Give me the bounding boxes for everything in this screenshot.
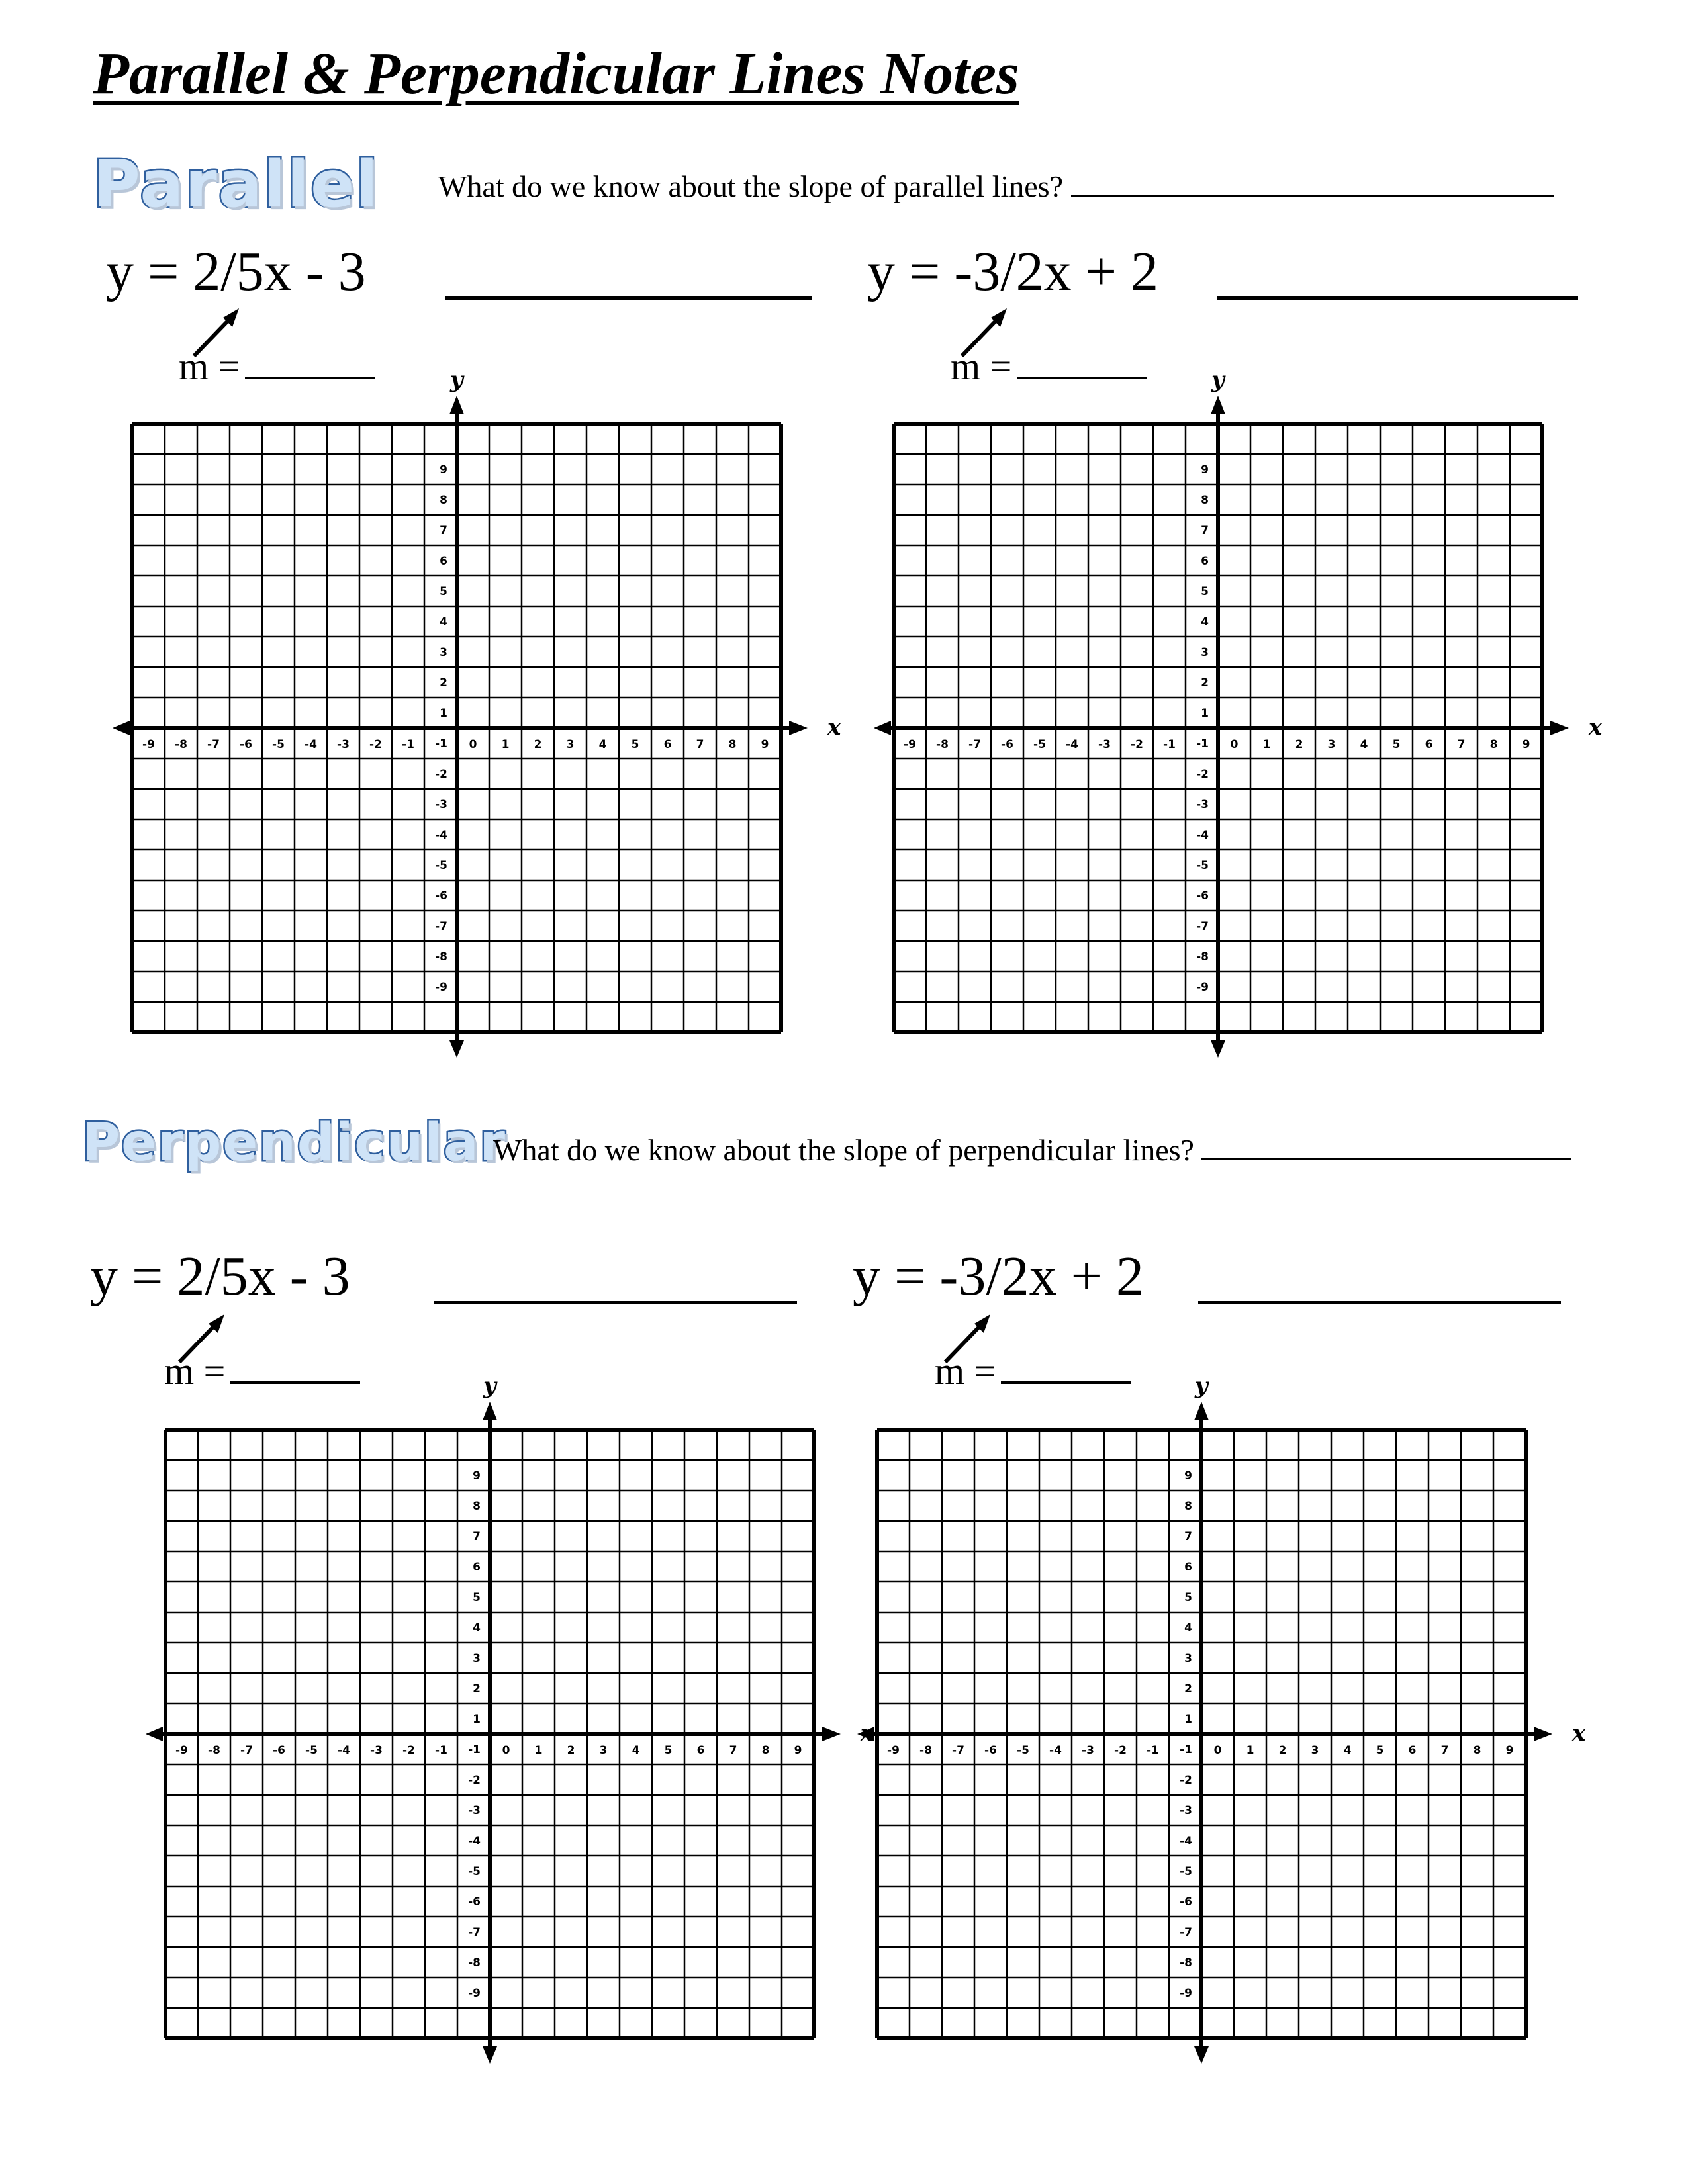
y-tick-label: -4 (468, 1835, 481, 1848)
x-tick-label: 2 (534, 738, 542, 751)
slope-blank[interactable] (1001, 1352, 1131, 1384)
x-tick-label: -9 (175, 1744, 188, 1757)
x-tick-label: -5 (1033, 738, 1046, 751)
y-tick-label: 3 (1201, 646, 1209, 659)
y-tick-label: 7 (1184, 1530, 1192, 1543)
x-axis-arrow-icon (1550, 721, 1569, 735)
y-tick-label: -2 (1180, 1774, 1192, 1787)
x-axis-label: x (1589, 714, 1603, 741)
x-axis-arrow-icon (113, 721, 130, 735)
y-tick-label: 5 (440, 585, 447, 598)
perpendicular-question-text: What do we know about the slope of perpendicular lines? (493, 1133, 1194, 1167)
y-tick-label: 6 (473, 1561, 481, 1574)
x-tick-label: -1 (1147, 1744, 1159, 1757)
y-tick-label: 6 (1201, 555, 1209, 568)
y-tick-label: -9 (1196, 981, 1209, 994)
y-tick-label: -1 (1196, 737, 1209, 751)
y-tick-label: -6 (1196, 889, 1209, 903)
y-tick-label: -1 (468, 1743, 481, 1756)
y-tick-label: 8 (1201, 494, 1209, 507)
x-tick-label: 5 (664, 1744, 673, 1757)
x-tick-label: 1 (534, 1744, 543, 1757)
x-tick-label: -5 (1017, 1744, 1029, 1757)
x-tick-label: 7 (1457, 738, 1466, 751)
x-tick-label: -7 (952, 1744, 964, 1757)
perpendicular-banner: Perpendicular (82, 1113, 506, 1173)
x-tick-label: -3 (1098, 738, 1111, 751)
perpendicular-answer-blank[interactable] (1201, 1132, 1571, 1160)
y-tick-label: -3 (1180, 1804, 1192, 1817)
slope-label: m = (935, 1349, 996, 1392)
y-tick-label: -2 (1196, 768, 1209, 781)
page-title: Parallel & Perpendicular Lines Notes (93, 41, 1019, 107)
x-tick-label: 4 (632, 1744, 640, 1757)
x-tick-label: 4 (1343, 1744, 1352, 1757)
x-tick-label: -2 (402, 1744, 415, 1757)
x-tick-label: 8 (1473, 1744, 1481, 1757)
x-tick-label: 4 (598, 738, 607, 751)
x-tick-label: 5 (631, 738, 639, 751)
y-axis-arrow-icon (1194, 2046, 1209, 2064)
x-tick-label: 5 (1376, 1744, 1384, 1757)
x-tick-label: 9 (1522, 738, 1530, 751)
y-tick-label: 4 (440, 615, 447, 629)
x-tick-label: -8 (919, 1744, 932, 1757)
y-tick-label: -2 (435, 768, 447, 781)
y-tick-label: -3 (1196, 798, 1209, 811)
y-tick-label: 5 (473, 1591, 481, 1604)
y-tick-label: 5 (1201, 585, 1209, 598)
parallel-equation-1-blank[interactable] (445, 296, 812, 300)
parallel-slope-2 (951, 344, 1147, 388)
y-tick-label: 4 (473, 1621, 481, 1635)
x-tick-label: 2 (1295, 738, 1303, 751)
x-tick-label: 3 (566, 738, 575, 751)
y-axis-arrow-icon (1211, 1040, 1225, 1058)
y-axis-label: y (1195, 1373, 1208, 1399)
x-tick-label: 8 (728, 738, 737, 751)
parallel-equation-1: y = 2/5x - 3 (106, 241, 366, 302)
y-axis-arrow-icon (1211, 396, 1225, 414)
perpendicular-slope-1 (164, 1349, 360, 1393)
y-tick-label: -5 (1196, 859, 1209, 872)
y-tick-label: 2 (1201, 676, 1209, 690)
x-tick-label: -4 (305, 738, 317, 751)
x-tick-label: 1 (1246, 1744, 1254, 1757)
y-tick-label: -7 (468, 1926, 481, 1939)
x-tick-label: 5 (1392, 738, 1401, 751)
y-tick-label: -8 (468, 1956, 481, 1970)
x-tick-label: -2 (1131, 738, 1143, 751)
y-tick-label: 1 (440, 707, 447, 720)
x-axis-arrow-icon (822, 1727, 841, 1741)
y-tick-label: -1 (435, 737, 447, 751)
y-tick-label: 2 (440, 676, 447, 690)
y-tick-label: 8 (1184, 1500, 1192, 1513)
y-axis-arrow-icon (483, 1402, 497, 1420)
x-tick-label: -1 (435, 1744, 447, 1757)
y-axis-arrow-icon (449, 396, 464, 414)
x-tick-label: -5 (305, 1744, 318, 1757)
y-tick-label: 1 (1201, 707, 1209, 720)
x-tick-label: -6 (240, 738, 252, 751)
y-tick-label: 7 (440, 524, 447, 537)
x-tick-label: -3 (1082, 1744, 1094, 1757)
y-axis-label: y (450, 367, 463, 393)
x-tick-label: -9 (142, 738, 155, 751)
y-tick-label: -8 (1196, 950, 1209, 964)
perpendicular-equation-1-blank[interactable] (434, 1301, 797, 1304)
x-tick-label: 0 (469, 738, 477, 751)
y-tick-label: 9 (473, 1469, 481, 1482)
x-axis-label: x (827, 714, 841, 741)
y-tick-label: -1 (1180, 1743, 1192, 1756)
y-tick-label: 8 (440, 494, 447, 507)
slope-label: m = (164, 1349, 226, 1392)
y-tick-label: -7 (435, 920, 447, 933)
y-tick-label: -9 (435, 981, 447, 994)
y-tick-label: 2 (1184, 1682, 1192, 1696)
y-tick-label: -6 (1180, 1895, 1192, 1909)
x-tick-label: 0 (1230, 738, 1239, 751)
x-tick-label: 8 (1489, 738, 1498, 751)
x-tick-label: -8 (175, 738, 187, 751)
y-tick-label: -4 (435, 829, 447, 842)
y-tick-label: -9 (468, 1987, 481, 2000)
x-tick-label: -4 (1049, 1744, 1062, 1757)
y-tick-label: -8 (435, 950, 447, 964)
parallel-banner: Parallel (93, 147, 380, 222)
y-tick-label: 5 (1184, 1591, 1192, 1604)
x-tick-label: 0 (1213, 1744, 1222, 1757)
parallel-slope-1 (179, 344, 375, 388)
x-tick-label: -4 (1066, 738, 1078, 751)
x-tick-label: 0 (502, 1744, 510, 1757)
y-axis-arrow-icon (483, 2046, 497, 2064)
x-tick-label: -8 (208, 1744, 220, 1757)
y-tick-label: 9 (1201, 463, 1209, 477)
x-tick-label: -5 (272, 738, 285, 751)
parallel-question (438, 168, 1554, 204)
y-tick-label: 1 (1184, 1713, 1192, 1726)
y-tick-label: -6 (435, 889, 447, 903)
y-tick-label: -3 (468, 1804, 481, 1817)
slope-label: m = (951, 345, 1012, 388)
x-tick-label: 7 (1440, 1744, 1449, 1757)
x-tick-label: 3 (599, 1744, 608, 1757)
y-tick-label: -2 (468, 1774, 481, 1787)
x-tick-label: -6 (984, 1744, 997, 1757)
parallel-graph-2[interactable] (894, 367, 1603, 1032)
y-tick-label: 4 (1201, 615, 1209, 629)
y-tick-label: 3 (473, 1652, 481, 1665)
y-tick-label: -4 (1196, 829, 1209, 842)
y-tick-label: 2 (473, 1682, 481, 1696)
x-tick-label: -7 (968, 738, 981, 751)
y-axis-label: y (1211, 367, 1225, 393)
x-tick-label: -3 (337, 738, 350, 751)
x-tick-label: -4 (338, 1744, 350, 1757)
parallel-graph-1[interactable] (132, 367, 841, 1032)
x-tick-label: 8 (761, 1744, 770, 1757)
x-tick-label: 9 (1505, 1744, 1514, 1757)
perpendicular-graph-2[interactable] (877, 1373, 1586, 2038)
x-tick-label: -6 (273, 1744, 285, 1757)
y-axis-arrow-icon (1194, 1402, 1209, 1420)
x-tick-label: 1 (1262, 738, 1271, 751)
y-tick-label: 7 (473, 1530, 481, 1543)
y-tick-label: -6 (468, 1895, 481, 1909)
y-tick-label: 9 (440, 463, 447, 477)
y-tick-label: -7 (1180, 1926, 1192, 1939)
y-tick-label: 4 (1184, 1621, 1192, 1635)
x-axis-arrow-icon (874, 721, 891, 735)
x-axis-arrow-icon (146, 1727, 163, 1741)
x-tick-label: 4 (1360, 738, 1368, 751)
x-tick-label: -8 (936, 738, 949, 751)
x-tick-label: 3 (1327, 738, 1336, 751)
y-tick-label: 9 (1184, 1469, 1192, 1482)
y-tick-label: -5 (468, 1865, 481, 1878)
x-tick-label: 6 (696, 1744, 705, 1757)
y-tick-label: 3 (440, 646, 447, 659)
y-tick-label: -5 (435, 859, 447, 872)
x-tick-label: 1 (501, 738, 510, 751)
y-tick-label: 6 (440, 555, 447, 568)
x-tick-label: 7 (696, 738, 704, 751)
x-tick-label: 6 (1425, 738, 1433, 751)
x-axis-arrow-icon (789, 721, 808, 735)
x-tick-label: -2 (369, 738, 382, 751)
y-tick-label: 3 (1184, 1652, 1192, 1665)
parallel-answer-blank[interactable] (1071, 168, 1554, 197)
perpendicular-graph-1[interactable] (165, 1373, 814, 2038)
x-tick-label: 2 (567, 1744, 575, 1757)
x-tick-label: 6 (663, 738, 672, 751)
x-tick-label: -3 (370, 1744, 383, 1757)
x-tick-label: 9 (761, 738, 769, 751)
y-tick-label: -9 (1180, 1987, 1192, 2000)
perpendicular-equation-1: y = 2/5x - 3 (90, 1246, 350, 1307)
x-axis-arrow-icon (1534, 1727, 1552, 1741)
x-tick-label: -7 (207, 738, 220, 751)
y-axis-arrow-icon (449, 1040, 464, 1058)
y-tick-label: 6 (1184, 1561, 1192, 1574)
x-tick-label: 2 (1278, 1744, 1287, 1757)
y-tick-label: -4 (1180, 1835, 1192, 1848)
slope-label: m = (179, 345, 240, 388)
y-tick-label: -5 (1180, 1865, 1192, 1878)
slope-blank[interactable] (230, 1352, 360, 1384)
x-tick-label: -9 (887, 1744, 900, 1757)
x-axis-label: x (1572, 1720, 1586, 1747)
x-tick-label: 6 (1408, 1744, 1417, 1757)
x-tick-label: -2 (1114, 1744, 1127, 1757)
y-axis-label: y (483, 1373, 496, 1399)
slope-blank[interactable] (245, 347, 375, 379)
y-tick-label: -3 (435, 798, 447, 811)
slope-blank[interactable] (1017, 347, 1147, 379)
perpendicular-slope-2 (935, 1349, 1131, 1393)
y-tick-label: -8 (1180, 1956, 1192, 1970)
parallel-equation-2: y = -3/2x + 2 (867, 241, 1159, 302)
x-tick-label: 3 (1311, 1744, 1319, 1757)
parallel-equation-2-blank[interactable] (1217, 296, 1578, 300)
x-tick-label: -9 (904, 738, 916, 751)
perpendicular-question (493, 1132, 1571, 1167)
perpendicular-equation-2-blank[interactable] (1198, 1301, 1561, 1304)
x-tick-label: 9 (794, 1744, 802, 1757)
y-tick-label: 8 (473, 1500, 481, 1513)
x-tick-label: -1 (402, 738, 414, 751)
parallel-question-text: What do we know about the slope of parallel lines? (438, 169, 1063, 203)
perpendicular-equation-2: y = -3/2x + 2 (853, 1246, 1145, 1307)
y-tick-label: 1 (473, 1713, 481, 1726)
x-tick-label: 7 (729, 1744, 737, 1757)
y-tick-label: -7 (1196, 920, 1209, 933)
x-tick-label: -1 (1163, 738, 1176, 751)
x-tick-label: -6 (1001, 738, 1013, 751)
y-tick-label: 7 (1201, 524, 1209, 537)
x-tick-label: -7 (240, 1744, 253, 1757)
